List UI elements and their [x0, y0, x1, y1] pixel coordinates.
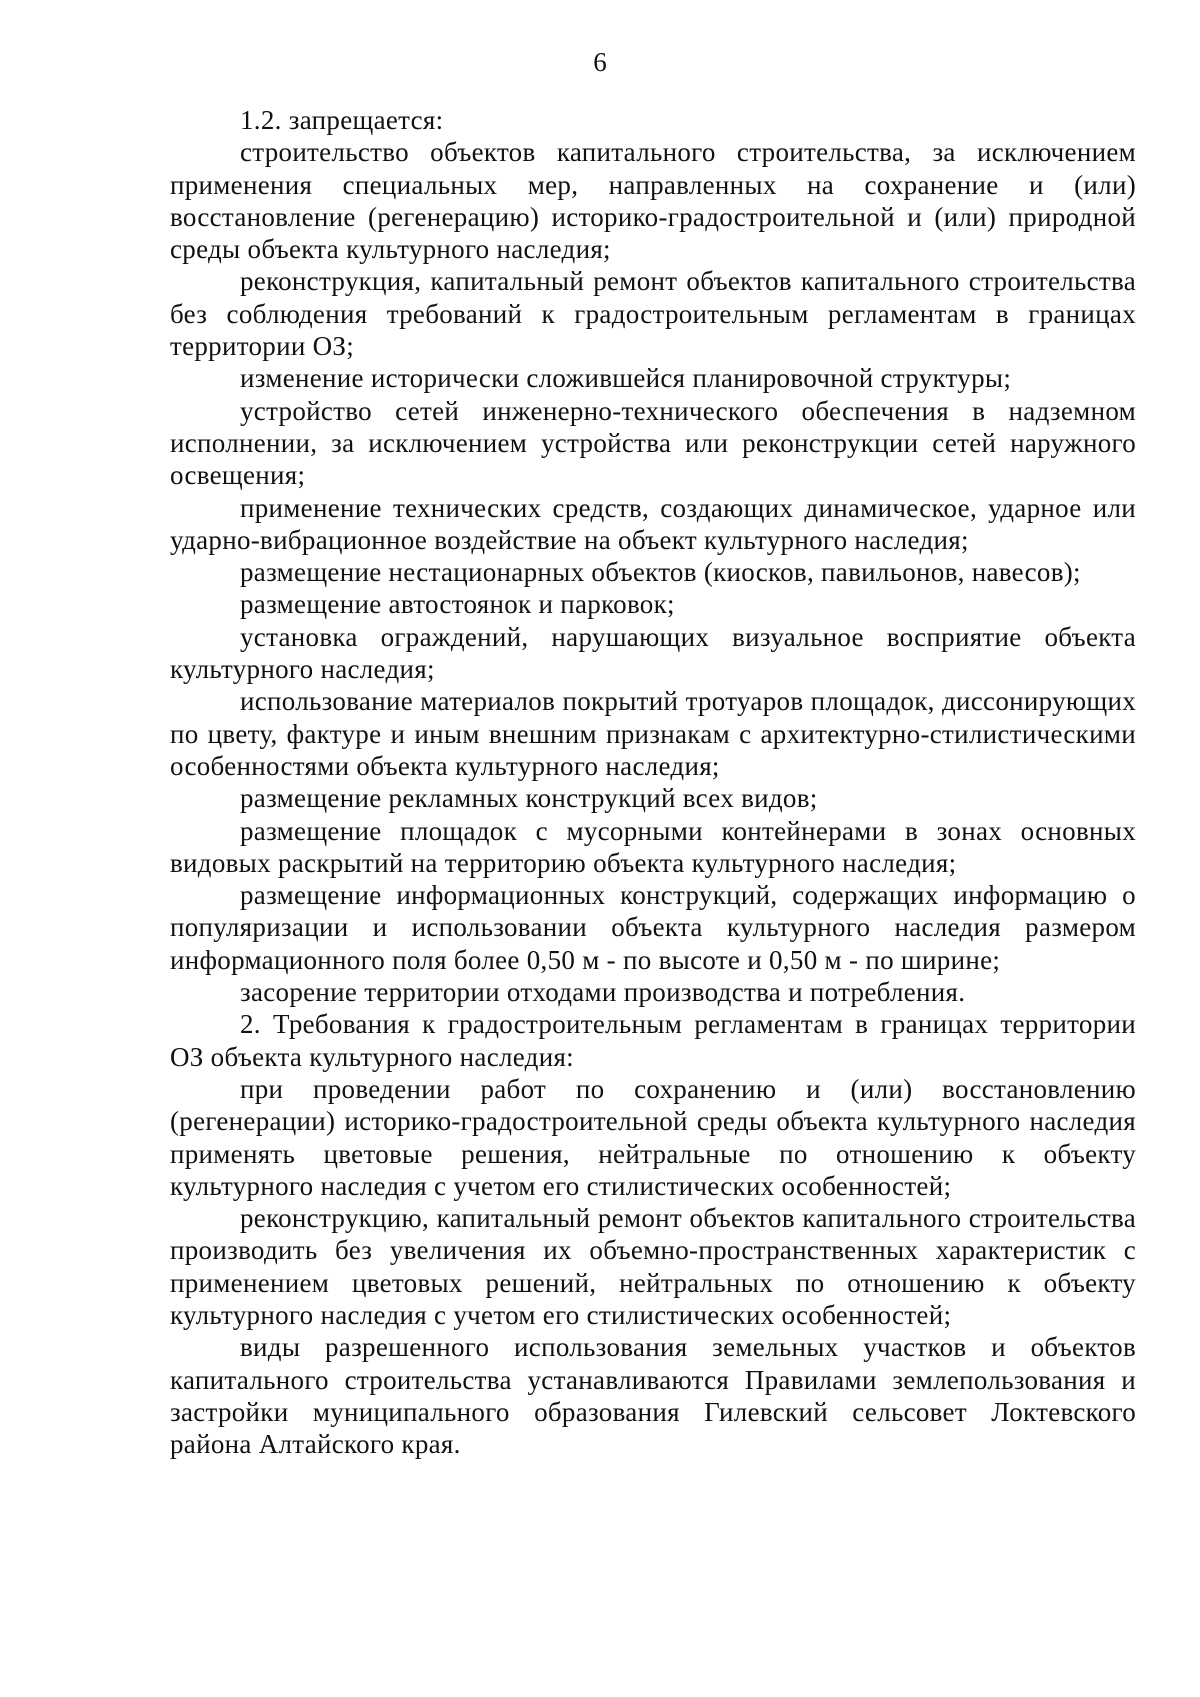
paragraph: виды разрешенного использования земельных участков и объектов капитального строительства устанавливаются Правилами землепользования и застройки муниципального образования Гилевский сельсовет Локтевского района Алтайского края. [170, 1332, 1136, 1460]
paragraph: установка ограждений, нарушающих визуальное восприятие объекта культурного наследия; [170, 621, 1136, 685]
paragraph: строительство объектов капитального строительства, за исключением применения специальных мер, направленных на сохранение и (или) восстановление (регенерацию) историко-градостроительной и (или) природной среды объекта культурного наследия; [170, 137, 1136, 265]
paragraph: размещение площадок с мусорными контейнерами в зонах основных видовых раскрытий на территорию объекта культурного наследия; [170, 815, 1136, 878]
paragraph: размещение нестационарных объектов (киосков, павильонов, навесов); [240, 557, 1081, 588]
paragraph: изменение исторически сложившейся планировочной структуры; [240, 363, 1012, 394]
paragraph: при проведении работ по сохранению и (или) восстановлению (регенерации) историко-градостроительной среды объекта культурного наследия применять цветовые решения, нейтральные по отношению к объекту культурного наследия с учетом его стилистических особенностей; [170, 1073, 1136, 1201]
paragraph: применение технических средств, создающих динамическое, ударное или ударно-вибрационное воздействие на объект культурного наследия; [170, 492, 1136, 555]
paragraph: 2. Требования к градостроительным регламентам в границах территории ОЗ объекта культурного наследия: [170, 1009, 1136, 1072]
paragraph: устройство сетей инженерно-технического обеспечения в надземном исполнении, за исключением устройства или реконструкции сетей наружного освещения; [170, 395, 1136, 491]
paragraph: использование материалов покрытий тротуаров площадок, диссонирующих по цвету, фактуре и иным внешним признакам с архитектурно-стилистическими особенностями объекта культурного наследия; [170, 686, 1136, 781]
paragraph: размещение информационных конструкций, содержащих информацию о популяризации и использовании объекта культурного наследия размером информационного поля более 0,50 м - по высоте и 0,50 м - по ширине; [170, 880, 1136, 975]
paragraph: 1.2. запрещается: [240, 105, 444, 135]
document-body [170, 104, 1136, 1460]
paragraph: засорение территории отходами производства и потребления. [240, 977, 966, 1008]
paragraph: размещение рекламных конструкций всех видов; [240, 783, 818, 814]
paragraph: реконструкцию, капитальный ремонт объектов капитального строительства производить без увеличения их объемно-пространственных характеристик с применением цветовых решений, нейтральных по отношению к объекту культурного наследия с учетом его стилистических особенностей; [170, 1203, 1136, 1330]
paragraph: размещение автостоянок и парковок; [240, 589, 675, 620]
page-number: 6 [593, 47, 607, 77]
paragraph: реконструкция, капитальный ремонт объектов капитального строительства без соблюдения требований к градостроительным регламентам в границах территории ОЗ; [170, 266, 1136, 362]
